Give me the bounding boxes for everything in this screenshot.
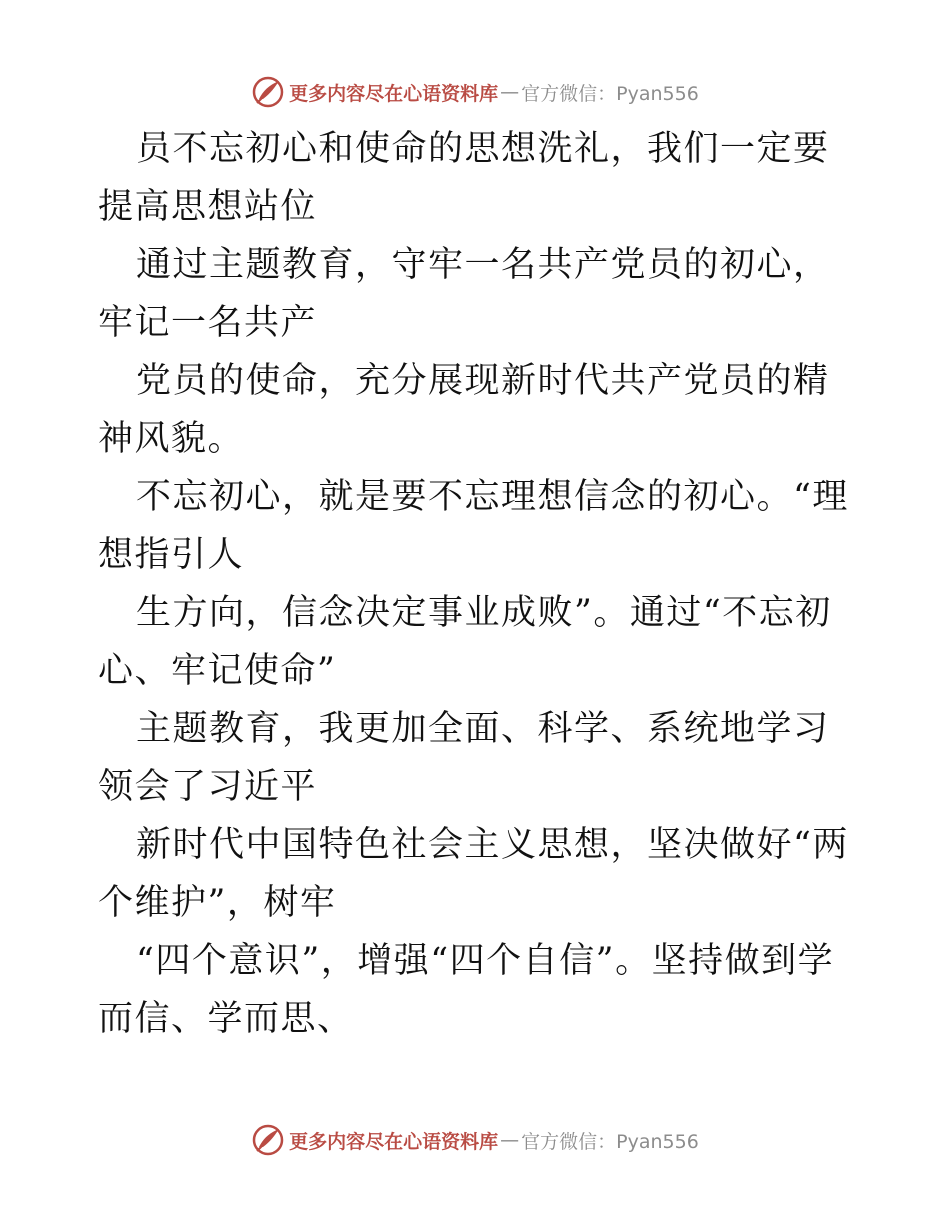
paragraph: “四个意识”，增强“四个自信”。坚持做到学而信、学而思、 (98, 941, 835, 1039)
paragraph: 不忘初心，就是要不忘理想信念的初心。“理想指引人 (98, 477, 849, 575)
footer-wechat-text: 官方微信：Pyan556 (521, 1130, 699, 1153)
header-banner (0, 72, 950, 112)
feather-pen-logo-icon (251, 1123, 285, 1157)
footer-separator: — (500, 1129, 520, 1151)
paragraph: 新时代中国特色社会主义思想，坚决做好“两个维护”，树牢 (98, 825, 849, 923)
paragraph: 党员的使命，充分展现新时代共产党员的精神风貌。 (98, 361, 830, 459)
feather-pen-logo-icon (251, 75, 285, 109)
header-wechat-text: 官方微信：Pyan556 (521, 82, 699, 105)
header-separator: — (500, 81, 520, 103)
document-body (98, 120, 858, 1048)
header-site-text: 更多内容尽在心语资料库 (289, 82, 499, 105)
paragraph: 生方向，信念决定事业成败”。通过“不忘初心、牢记使命” (98, 593, 832, 691)
paragraph: 员不忘初心和使命的思想洗礼，我们一定要提高思想站位 (98, 129, 830, 227)
paragraph: 通过主题教育，守牢一名共产党员的初心，牢记一名共产 (98, 245, 830, 343)
footer-site-text: 更多内容尽在心语资料库 (289, 1130, 499, 1153)
footer-banner (0, 1120, 950, 1160)
paragraph: 主题教育，我更加全面、科学、系统地学习领会了习近平 (98, 709, 830, 807)
